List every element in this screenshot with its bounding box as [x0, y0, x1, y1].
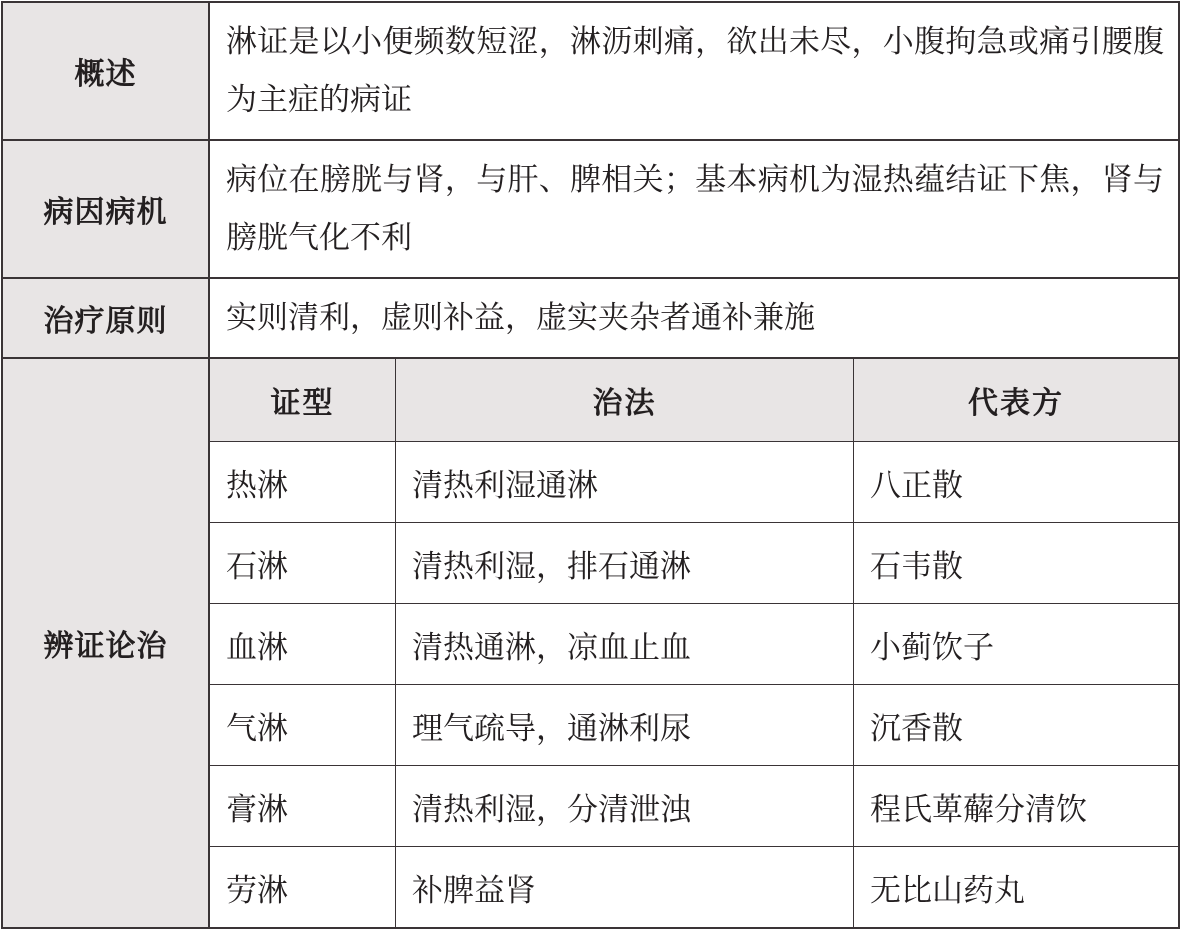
principle-text: 实则清利，虚则补益，虚实夹杂者通补兼施: [209, 278, 1179, 358]
treatment-method-cell: 补脾益肾: [396, 847, 854, 928]
formula-cell: 沉香散: [854, 685, 1179, 766]
formula-cell: 程氏萆薢分清饮: [854, 766, 1179, 847]
syndrome-type-cell: 石淋: [210, 523, 396, 604]
overview-label: 概述: [2, 2, 209, 140]
overview-text: 淋证是以小便频数短涩，淋沥刺痛，欲出未尽，小腹拘急或痛引腰腹为主症的病证: [209, 2, 1179, 140]
syndrome-type-cell: 热淋: [210, 442, 396, 523]
treatment-method-cell: 清热利湿，分清泄浊: [396, 766, 854, 847]
etiology-label: 病因病机: [2, 140, 209, 278]
table-row: [210, 766, 1178, 847]
header-syndrome-type: 证型: [210, 359, 396, 442]
formula-cell: 无比山药丸: [854, 847, 1179, 928]
etiology-text: 病位在膀胱与肾，与肝、脾相关；基本病机为湿热蕴结证下焦，肾与膀胱气化不利: [209, 140, 1179, 278]
treatment-method-cell: 理气疏导，通淋利尿: [396, 685, 854, 766]
treatment-method-cell: 清热通淋，凉血止血: [396, 604, 854, 685]
principle-label: 治疗原则: [2, 278, 209, 358]
syndrome-type-cell: 劳淋: [210, 847, 396, 928]
differentiation-label: 辨证论治: [2, 358, 209, 928]
formula-cell: 小蓟饮子: [854, 604, 1179, 685]
table-row: [210, 685, 1178, 766]
formula-cell: 八正散: [854, 442, 1179, 523]
syndrome-type-cell: 膏淋: [210, 766, 396, 847]
header-representative-formula: 代表方: [854, 359, 1179, 442]
syndrome-type-cell: 血淋: [210, 604, 396, 685]
etiology-row: [2, 140, 1179, 278]
treatment-method-cell: 清热利湿，排石通淋: [396, 523, 854, 604]
table-row: [210, 523, 1178, 604]
stranguria-summary-table: [1, 1, 1180, 929]
treatment-method-cell: 清热利湿通淋: [396, 442, 854, 523]
table-row: [210, 847, 1178, 928]
formula-cell: 石韦散: [854, 523, 1179, 604]
principle-row: [2, 278, 1179, 358]
syndrome-type-cell: 气淋: [210, 685, 396, 766]
differentiation-row: [2, 358, 1179, 928]
header-treatment-method: 治法: [396, 359, 854, 442]
differentiation-cell: [209, 358, 1179, 928]
overview-row: [2, 2, 1179, 140]
syndrome-header-row: [210, 359, 1178, 442]
syndrome-table: [210, 359, 1178, 927]
table-row: [210, 604, 1178, 685]
table-row: [210, 442, 1178, 523]
